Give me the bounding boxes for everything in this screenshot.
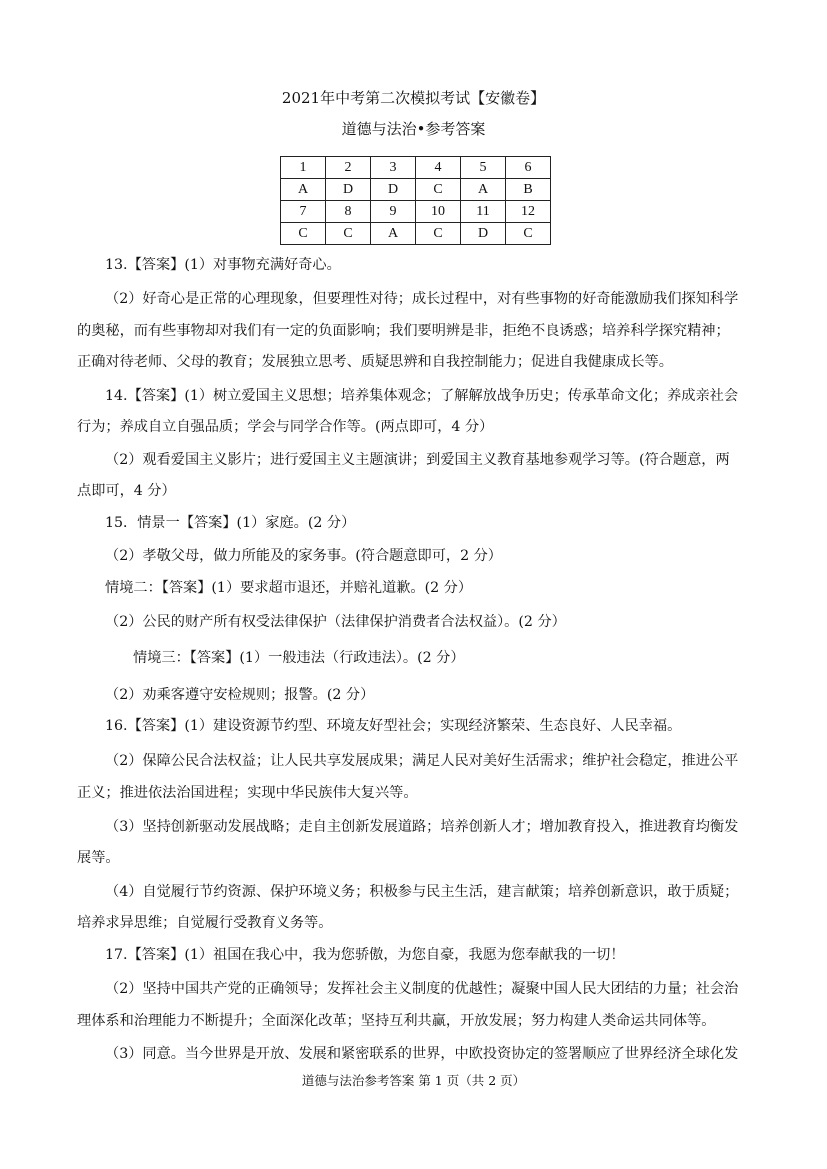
table-row xyxy=(281,179,551,201)
table-cell: C xyxy=(281,223,326,245)
answer-14-part2-line2: 点即可，4 分） xyxy=(77,483,176,499)
table-cell: 6 xyxy=(506,157,551,179)
table-cell: 8 xyxy=(326,201,371,223)
answer-17-part3-line1: （3）同意。当今世界是开放、发展和紧密联系的世界，中欧投资协定的签署顺应了世界经济全球化发 xyxy=(105,1046,739,1062)
answer-17-part1: 17.【答案】(1）祖国在我心中，我为您骄傲，为您自豪，我愿为您奉献我的一切！ xyxy=(105,947,625,963)
answer-16-part1: 16.【答案】(1）建设资源节约型、环境友好型社会；实现经济繁荣、生态良好、人民幸福。 xyxy=(105,718,682,734)
answer-17-part2-line2: 理体系和治理能力不断提升；全面深化改革；坚持互利共赢，开放发展；努力构建人类命运共同体等。 xyxy=(77,1013,716,1029)
answer-16-part4-line1: （4）自觉履行节约资源、保护环境义务；积极参与民主生活，建言献策；培养创新意识，敢于质疑； xyxy=(105,884,739,900)
answer-15-scene3-part2: （2）劝乘客遵守安检规则；报警。(2 分） xyxy=(105,687,375,703)
answer-15-scene1-part1: 15．情景一【答案】(1）家庭。(2 分） xyxy=(105,515,356,531)
answer-15-scene2-part2: （2）公民的财产所有权受法律保护（法律保护消费者合法权益）。(2 分） xyxy=(105,614,566,630)
answer-15-scene3-part1: 情境三：【答案】(1）一般违法（行政违法）。(2 分） xyxy=(133,650,465,666)
table-cell: C xyxy=(506,223,551,245)
table-cell: 4 xyxy=(416,157,461,179)
table-cell: D xyxy=(461,223,506,245)
table-row xyxy=(281,223,551,245)
table-cell: 7 xyxy=(281,201,326,223)
page-subtitle: 道德与法治•参考答案 xyxy=(341,120,486,138)
table-cell: A xyxy=(281,179,326,201)
table-cell: A xyxy=(371,223,416,245)
table-cell: 11 xyxy=(461,201,506,223)
table-cell: 2 xyxy=(326,157,371,179)
answer-16-part3-line2: 展等。 xyxy=(77,850,120,866)
table-cell: A xyxy=(461,179,506,201)
answer-16-part2-line1: （2）保障公民合法权益；让人民共享发展成果；满足人民对美好生活需求；维护社会稳定，推进公平 xyxy=(105,753,739,769)
answer-15-scene1-part2: （2）孝敬父母，做力所能及的家务事。(符合题意即可，2 分） xyxy=(105,548,502,564)
answer-14-part1-line2: 行为；养成自立自强品质；学会与同学合作等。(两点即可，4 分） xyxy=(77,419,494,435)
table-cell: D xyxy=(326,179,371,201)
answer-13-part2-line3: 正确对待老师、父母的教育；发展独立思考、质疑思辨和自我控制能力；促进自我健康成长等。 xyxy=(77,354,673,370)
table-cell: 1 xyxy=(281,157,326,179)
table-cell: C xyxy=(326,223,371,245)
table-cell: B xyxy=(506,179,551,201)
answer-16-part2-line2: 正义；推进依法治国进程；实现中华民族伟大复兴等。 xyxy=(77,785,418,801)
table-row xyxy=(281,157,551,179)
answer-13-part2-line1: （2）好奇心是正常的心理现象，但要理性对待；成长过程中，对有些事物的好奇能激励我们探知科学 xyxy=(105,291,739,307)
answer-14-part2-line1: （2）观看爱国主义影片；进行爱国主义主题演讲；到爱国主义教育基地参观学习等。(符合题意，两 xyxy=(105,452,730,468)
answer-17-part2-line1: （2）坚持中国共产党的正确领导；发挥社会主义制度的优越性；凝聚中国人民大团结的力量；社会治 xyxy=(105,981,739,997)
table-cell: C xyxy=(416,223,461,245)
table-cell: 5 xyxy=(461,157,506,179)
answer-14-part1-line1: 14.【答案】(1）树立爱国主义思想；培养集体观念；了解解放战争历史；传承革命文化；养成亲社会 xyxy=(105,388,739,404)
answer-13-part2-line2: 的奥秘，而有些事物却对我们有一定的负面影响；我们要明辨是非，拒绝不良诱惑；培养科学探究精神； xyxy=(77,323,730,339)
table-cell: C xyxy=(416,179,461,201)
page-footer: 道德与法治参考答案 第 1 页（共 2 页） xyxy=(301,1073,526,1088)
answer-13-part1: 13.【答案】(1）对事物充满好奇心。 xyxy=(105,257,341,273)
table-cell: 9 xyxy=(371,201,416,223)
answer-16-part3-line1: （3）坚持创新驱动发展战略；走自主创新发展道路；培养创新人才；增加教育投入，推进教育均衡发 xyxy=(105,819,739,835)
table-cell: 10 xyxy=(416,201,461,223)
table-cell: 12 xyxy=(506,201,551,223)
page-title: 2021年中考第二次模拟考试【安徽卷】 xyxy=(281,89,546,107)
answer-table xyxy=(280,156,551,245)
answer-16-part4-line2: 培养求异思维；自觉履行受教育义务等。 xyxy=(77,915,333,931)
table-row xyxy=(281,201,551,223)
answer-15-scene2-part1: 情境二：【答案】(1）要求超市退还，并赔礼道歉。(2 分） xyxy=(105,580,473,596)
table-cell: D xyxy=(371,179,416,201)
table-cell: 3 xyxy=(371,157,416,179)
